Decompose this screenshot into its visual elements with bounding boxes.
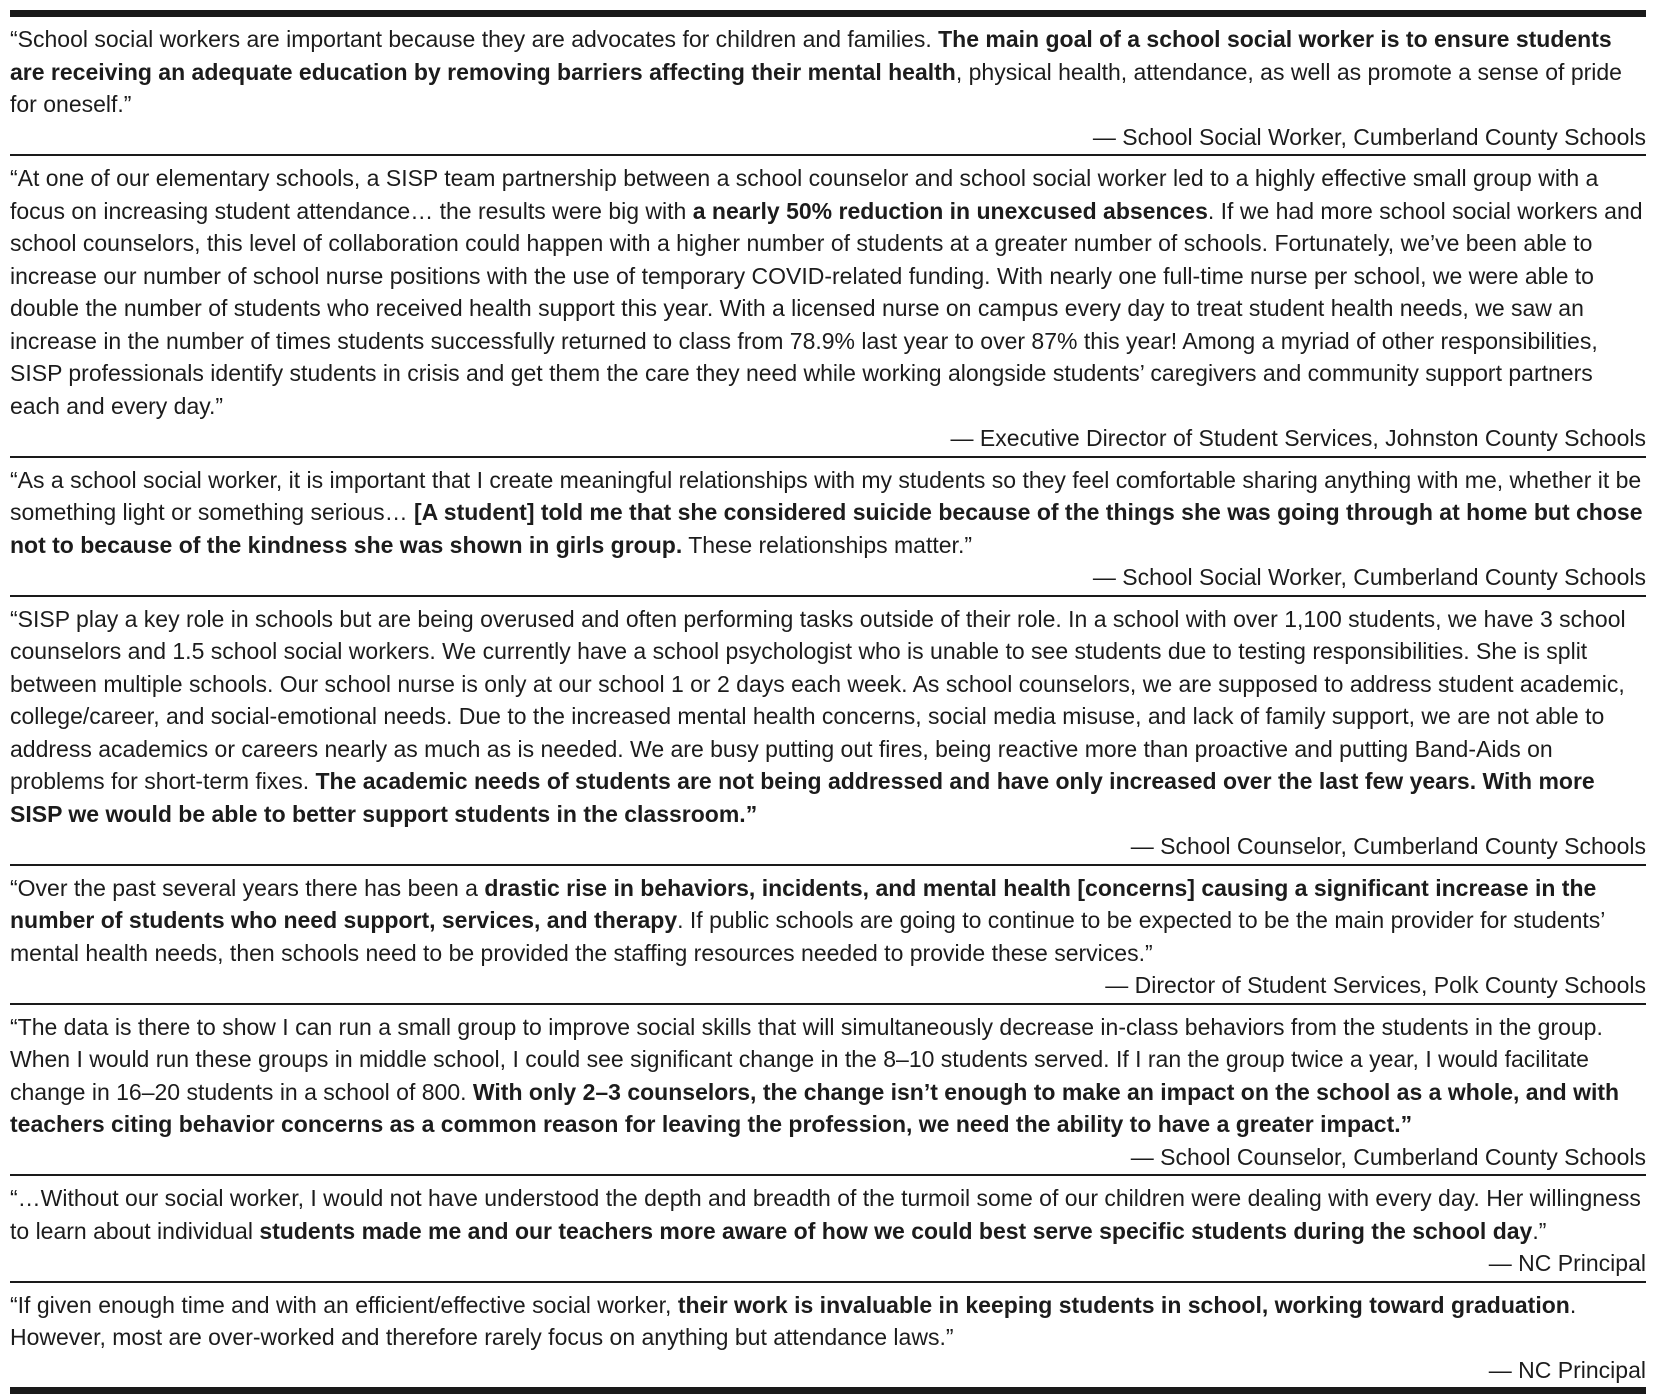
quote-block	[10, 156, 1646, 456]
quote-attribution: — Executive Director of Student Services, Johnston County Schools	[950, 425, 1646, 451]
quote-text	[10, 458, 1646, 562]
quote-emphasis: The academic needs of students are not being addressed and have only increased over the last few years. With more SISP we would be able to better support students in the classroom.”	[10, 768, 1595, 827]
quote-text	[10, 156, 1646, 422]
quote-emphasis: a nearly 50% reduction in unexcused absences	[692, 197, 1208, 224]
quote-text	[10, 1005, 1646, 1141]
quotes-list	[10, 17, 1646, 1387]
quote-emphasis: [A student] told me that she considered suicide because of the things she was going through at home but chose not to because of the kindness she was shown in girls group.	[10, 499, 1643, 558]
quote-text	[10, 1176, 1646, 1247]
quote-segment: “…Without our social worker, I would not have understood the depth and breadth of the turmoil some of our children were dealing with every day. Her willingness to learn about individual	[10, 1185, 1641, 1244]
quote-block	[10, 597, 1646, 864]
quote-attribution: — School Counselor, Cumberland County Schools	[1130, 1143, 1646, 1170]
quote-segment: . However, most are over-worked and therefore rarely focus on anything but attendance laws.”	[10, 1291, 1577, 1350]
quote-segment: “Over the past several years there has been a	[10, 874, 485, 901]
quote-text	[10, 17, 1646, 121]
quote-attribution: — Director of Student Services, Polk County Schools	[1105, 972, 1646, 998]
quote-segment: These relationships matter.”	[682, 531, 972, 558]
quote-segment: . If public schools are going to continue to be expected to be the main provider for students’ mental health needs, then schools need to be provided the staffing resources needed to provide these services.”	[10, 907, 1605, 966]
quote-emphasis: their work is invaluable in keeping students in school, working toward graduation	[677, 1291, 1570, 1318]
quote-attribution: — School Counselor, Cumberland County Schools	[1130, 833, 1646, 859]
quote-segment: “School social workers are important because they are advocates for children and families.	[10, 26, 939, 52]
quote-block	[10, 1283, 1646, 1388]
quote-segment: .”	[1532, 1217, 1547, 1244]
quote-text	[10, 866, 1646, 970]
quote-block	[10, 1005, 1646, 1175]
quote-attribution: — NC Principal	[1488, 1356, 1646, 1383]
bottom-rule	[10, 1387, 1646, 1394]
quote-segment: , physical health, attendance, as well as promote a sense of pride for oneself.”	[10, 58, 1622, 117]
quote-segment: “At one of our elementary schools, a SISP team partnership between a school counselor and school social worker led to a highly effective small group with a focus on increasing student attendance… the results were big with	[10, 165, 1599, 224]
quote-block	[10, 458, 1646, 595]
quote-segment: “If given enough time and with an efficient/effective social worker,	[10, 1291, 678, 1318]
quotes-page	[10, 10, 1646, 1394]
quote-block	[10, 866, 1646, 1003]
quote-attribution: — School Social Worker, Cumberland County Schools	[1092, 564, 1646, 590]
quote-text	[10, 597, 1646, 831]
quote-block	[10, 17, 1646, 154]
quote-emphasis: students made me and our teachers more aware of how we could best serve specific students during the school day	[259, 1217, 1533, 1244]
quote-block	[10, 1176, 1646, 1281]
quote-segment: “As a school social worker, it is important that I create meaningful relationships with my students so they feel comfortable sharing anything with me, whether it be something light or something serious…	[10, 466, 1642, 525]
quote-segment: “The data is there to show I can run a small group to improve social skills that will simultaneously decrease in-class behaviors from the students in the group. When I would run these groups in middle school, I could see significant change in the 8–10 students served. If I ran the group twice a year, I would facilitate change in 16–20 students in a school of 800.	[10, 1013, 1603, 1105]
quote-segment: . If we had more school social workers and school counselors, this level of collaboration could happen with a higher number of students at a greater number of schools. Fortunately, we’ve been able to increase our number of school nurse positions with the use of temporary COVID-related funding. With nearly one full-time nurse per school, we were able to double the number of students who received health support this year. With a licensed nurse on campus every day to treat student health needs, we saw an increase in the number of times students successfully returned to class from 78.9% last year to over 87% this year! Among a myriad of other responsibilities, SISP professionals identify students in crisis and get them the care they need while working alongside students’ caregivers and community support partners each and every day.”	[10, 197, 1643, 419]
quote-attribution: — School Social Worker, Cumberland County Schools	[1092, 123, 1646, 150]
quote-attribution: — NC Principal	[1488, 1250, 1646, 1276]
quote-emphasis: The main goal of a school social worker is to ensure students are receiving an adequate education by removing barriers affecting their mental health	[10, 26, 1612, 85]
quote-text	[10, 1283, 1646, 1354]
quote-segment: “SISP play a key role in schools but are being overused and often performing tasks outside of their role. In a school with over 1,100 students, we have 3 school counselors and 1.5 school social workers. We currently have a school psychologist who is unable to see students due to testing responsibilities. She is split between multiple schools. Our school nurse is only at our school 1 or 2 days each week. As school counselors, we are supposed to address student academic, college/career, and social-emotional needs. Due to the increased mental health concerns, social media misuse, and lack of family support, we are not able to address academics or careers nearly as much as is needed. We are busy putting out fires, being reactive more than proactive and putting Band-Aids on problems for short-term fixes.	[10, 605, 1626, 794]
top-rule	[10, 10, 1646, 17]
quote-emphasis: With only 2–3 counselors, the change isn’t enough to make an impact on the school as a whole, and with teachers citing behavior concerns as a common reason for leaving the profession, we need the ability to have a greater impact.”	[10, 1078, 1620, 1137]
quote-emphasis: drastic rise in behaviors, incidents, and mental health [concerns] causing a significant increase in the number of students who need support, services, and therapy	[10, 874, 1597, 933]
